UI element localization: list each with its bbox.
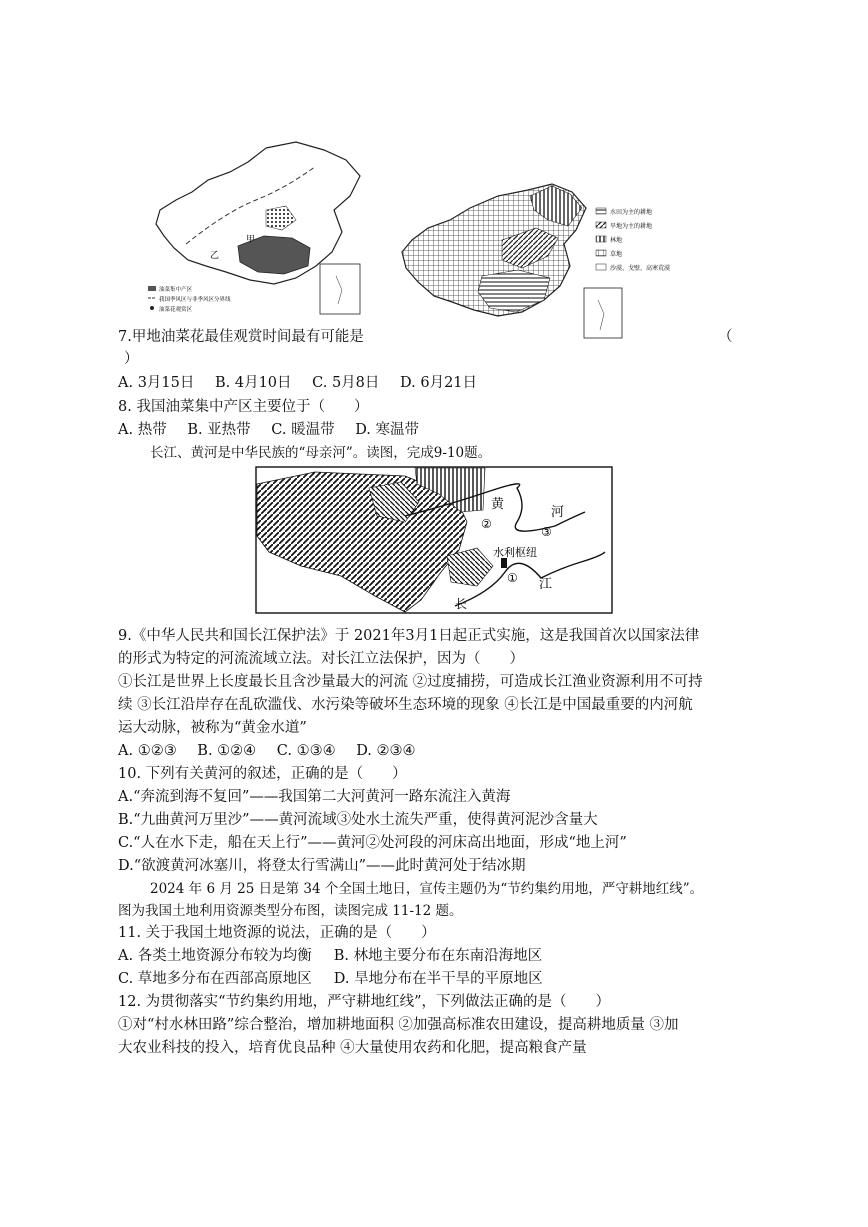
- rapeseed-map: [146, 140, 378, 318]
- question-7-bracket-close: ）: [124, 351, 139, 367]
- option[interactable]: A. 各类土地资源分布较为均衡: [118, 948, 312, 964]
- option[interactable]: A. 3月15日: [118, 375, 195, 391]
- question-9-line-4: 续 ③长江沿岸存在乱砍滥伐、水污染等破坏生态环境的现象 ④长江是中国最重要的内河航: [118, 697, 693, 713]
- question-11-stem: 11. 关于我国土地资源的说法，正确的是（ ）: [118, 925, 436, 941]
- question-11-options-cd: [118, 968, 543, 990]
- question-10-option-b[interactable]: B.“九曲黄河万里沙”——黄河流域③处水土流失严重，使得黄河泥沙含量大: [118, 812, 598, 828]
- svg-text:①: ①: [507, 571, 518, 585]
- question-9-options: [118, 740, 432, 762]
- svg-text:江: 江: [539, 577, 553, 592]
- option[interactable]: D. 寒温带: [355, 422, 420, 438]
- intro-11-12-line-1: 2024 年 6 月 25 日是第 34 个全国土地日，宣传主题仍为“节约集约用地，严守耕地红线”。: [150, 881, 704, 897]
- question-7-options: [118, 372, 493, 394]
- svg-text:河: 河: [551, 505, 565, 520]
- option[interactable]: D. 旱地分布在半干旱的平原地区: [333, 971, 543, 987]
- question-7-stem: 7.甲地油菜花最佳观赏时间最有可能是: [118, 329, 364, 345]
- question-10-option-c[interactable]: C.“人在水下走，船在天上行”——黄河②处河段的河床高出地面，形成“地上河”: [118, 835, 627, 851]
- label-jia: 甲: [246, 235, 256, 245]
- svg-text:长: 长: [455, 597, 468, 611]
- question-10-stem: 10. 下列有关黄河的叙述，正确的是（ ）: [118, 766, 407, 782]
- option[interactable]: A. 热带: [118, 422, 167, 438]
- question-9-line-1: 9.《中华人民共和国长江保护法》于 2021年3月1日起正式实施，这是我国首次以国家法律: [118, 628, 700, 644]
- question-10-option-a[interactable]: A.“奔流到海不复回”——我国第二大河黄河一路东流注入黄海: [118, 789, 511, 805]
- question-8-stem: 8. 我国油菜集中产区主要位于（ ）: [118, 399, 369, 415]
- option[interactable]: C. 5月8日: [312, 375, 380, 391]
- land-use-map: [398, 180, 726, 342]
- svg-text:③: ③: [541, 525, 552, 539]
- svg-text:我国季风区与非季风区分界线: 我国季风区与非季风区分界线: [159, 297, 231, 303]
- option[interactable]: B. ①②④: [197, 743, 257, 759]
- question-8-options: [118, 419, 435, 441]
- svg-text:油菜花观赏区: 油菜花观赏区: [159, 307, 193, 313]
- dam-marker: [501, 558, 507, 568]
- svg-text:油菜集中产区: 油菜集中产区: [159, 287, 193, 293]
- option[interactable]: B. 4月10日: [214, 375, 292, 391]
- svg-text:黄: 黄: [491, 497, 505, 512]
- question-7-bracket-open: （: [718, 329, 733, 345]
- svg-text:水田为主的耕地: 水田为主的耕地: [610, 209, 653, 216]
- svg-text:水利枢纽: 水利枢纽: [493, 546, 537, 559]
- option[interactable]: B. 亚热带: [187, 422, 251, 438]
- question-10-option-d[interactable]: D.“欲渡黄河冰塞川，将登太行雪满山”——此时黄河处于结冰期: [118, 858, 526, 874]
- intro-11-12-line-2: 图为我国土地利用资源类型分布图，读图完成 11-12 题。: [118, 903, 463, 919]
- svg-text:②: ②: [481, 517, 492, 531]
- svg-text:林地: 林地: [610, 237, 623, 244]
- svg-text:旱地为主的耕地: 旱地为主的耕地: [610, 223, 653, 230]
- question-11-options-ab: [118, 945, 542, 967]
- option[interactable]: C. 暖温带: [271, 422, 335, 438]
- intro-9-10: 长江、黄河是中华民族的“母亲河”。读图，完成9-10题。: [150, 445, 492, 461]
- question-9-line-2: 的形式为特定的河流流域立法。对长江立法保护，因为（ ）: [118, 651, 524, 667]
- option[interactable]: C. ①③④: [276, 743, 336, 759]
- option[interactable]: D. 6月21日: [400, 375, 478, 391]
- svg-text:草地: 草地: [610, 251, 623, 258]
- label-yi: 乙: [210, 251, 220, 261]
- option[interactable]: C. 草地多分布在西部高原地区: [118, 971, 312, 987]
- question-9-line-5: 运大动脉，被称为“黄金水道”: [118, 720, 307, 736]
- option[interactable]: B. 林地主要分布在东南沿海地区: [333, 948, 543, 964]
- question-9-line-3: ①长江是世界上长度最长且含沙量最大的河流 ②过度捕捞，可造成长江渔业资源利用不可持: [118, 674, 703, 690]
- question-12-stem: 12. 为贯彻落实“节约集约用地，严守耕地红线”，下列做法正确的是（ ）: [118, 994, 610, 1010]
- option[interactable]: A. ①②③: [118, 743, 177, 759]
- option[interactable]: D. ②③④: [356, 743, 416, 759]
- svg-text:沙漠、戈壁、高寒荒漠: 沙漠、戈壁、高寒荒漠: [610, 265, 671, 272]
- question-12-line-2: 大农业科技的投入，培育优良品种 ④大量使用农药和化肥，提高粮食产量: [118, 1040, 587, 1056]
- river-map: [255, 466, 613, 614]
- question-12-line-1: ①对“村水林田路”综合整治，增加耕地面积 ②加强高标准农田建设，提高耕地质量 ③加: [118, 1017, 679, 1033]
